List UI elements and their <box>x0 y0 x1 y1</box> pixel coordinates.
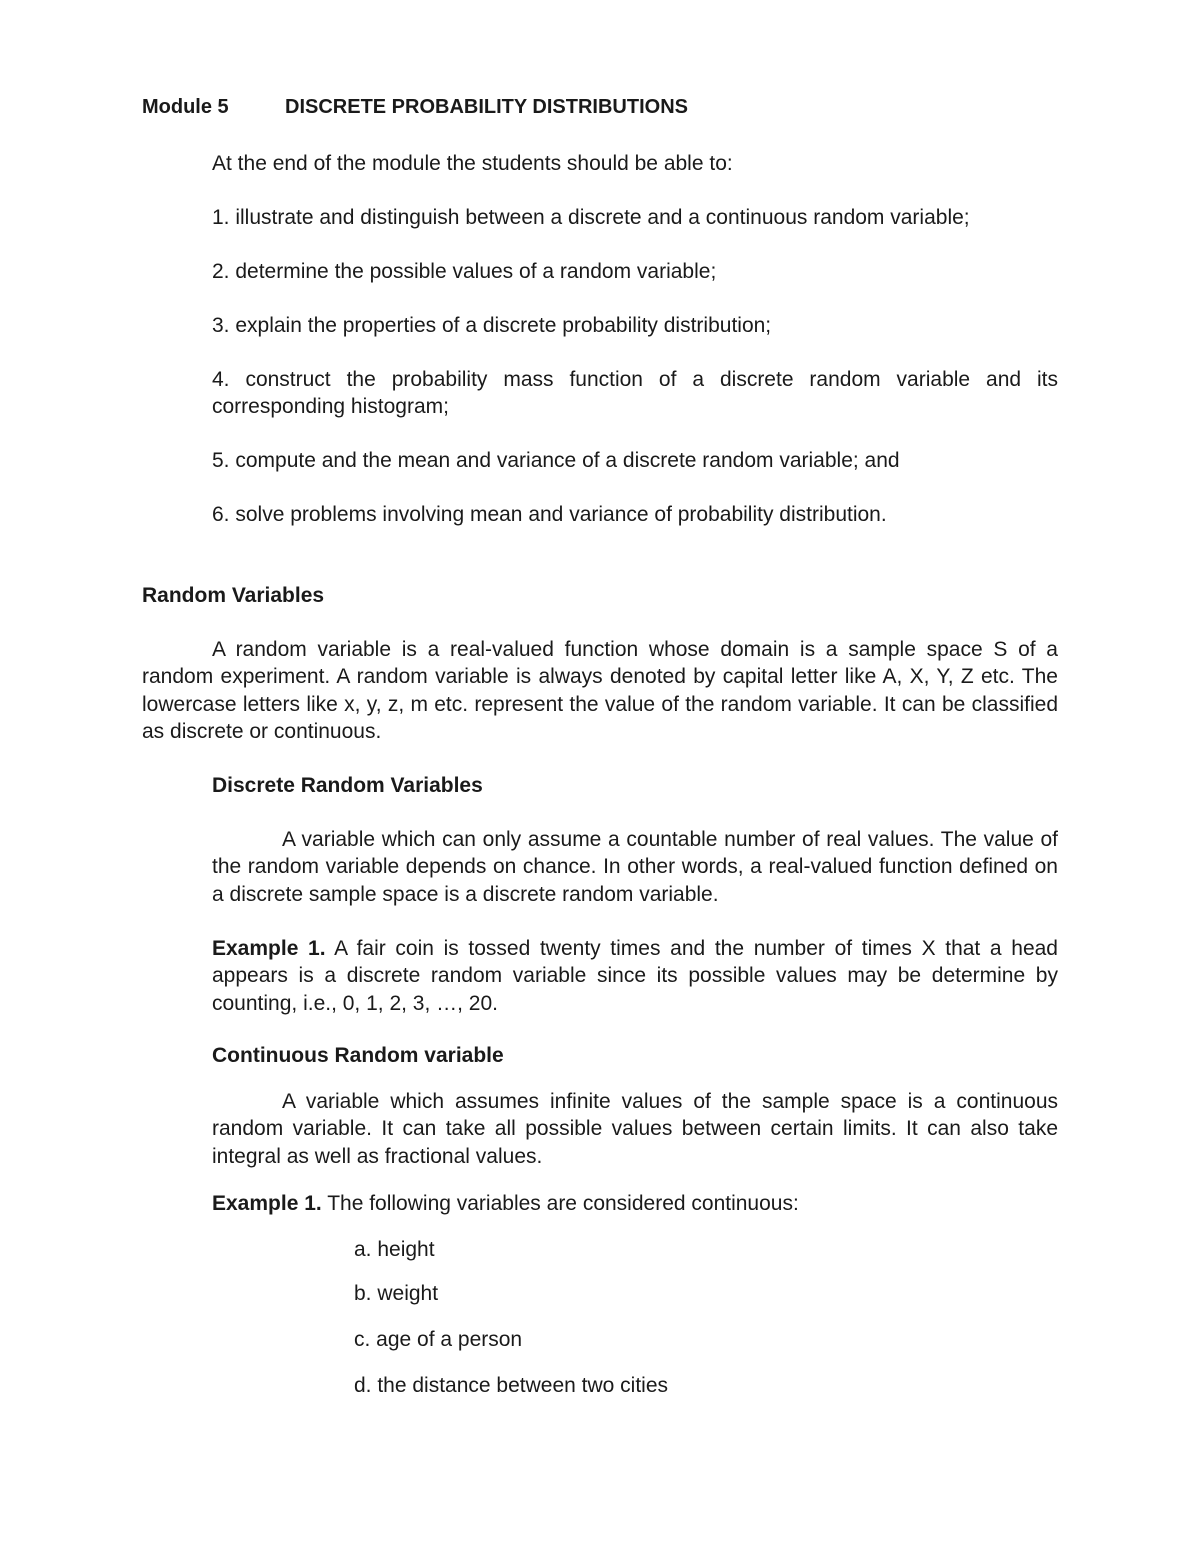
list-item: c. age of a person <box>354 1328 523 1351</box>
objective-1: 1. illustrate and distinguish between a discrete and a continuous random variable; <box>212 206 970 229</box>
continuous-example-label: Example 1. <box>212 1192 322 1215</box>
continuous-example <box>212 1190 799 1217</box>
objectives-intro: At the end of the module the students should be able to: <box>212 152 733 175</box>
list-item: a. height <box>354 1238 435 1261</box>
list-item: d. the distance between two cities <box>354 1374 669 1397</box>
section-heading-discrete: Discrete Random Variables <box>212 774 483 797</box>
random-variables-definition: A random variable is a real-valued function whose domain is a sample space S of a random experiment. A random variable is always denoted by capital letter like A, X, Y, Z etc. The lowercase letters like x, y, z, m etc. represent the value of the random variable. It can be classified as discrete or continuous. <box>142 638 1058 743</box>
list-item: b. weight <box>354 1282 439 1305</box>
objective-5: 5. compute and the mean and variance of a discrete random variable; and <box>212 449 900 472</box>
discrete-example-text: A fair coin is tossed twenty times and the number of times X that a head appears is a discrete random variable since its possible values may be determine by counting, i.e., 0, 1, 2, 3, …, 20. <box>212 937 1058 1015</box>
continuous-example-text: The following variables are considered continuous: <box>321 1192 799 1215</box>
objective-3: 3. explain the properties of a discrete probability distribution; <box>212 314 772 337</box>
continuous-definition: A variable which assumes infinite values of the sample space is a continuous random variable. It can take all possible values between certain limits. It can also take integral as well as fractional values. <box>212 1090 1058 1168</box>
discrete-definition: A variable which can only assume a countable number of real values. The value of the random variable depends on chance. In other words, a real-valued function defined on a discrete sample space is a discrete random variable. <box>212 828 1058 906</box>
objective-4: 4. construct the probability mass function of a discrete random variable and its corresponding histogram; <box>212 368 1058 419</box>
discrete-example-label: Example 1. <box>212 937 326 960</box>
discrete-example <box>212 935 1058 1017</box>
objective-6: 6. solve problems involving mean and variance of probability distribution. <box>212 503 887 526</box>
module-number: Module 5 <box>142 96 229 118</box>
section-heading-random-variables: Random Variables <box>142 584 325 607</box>
module-title: DISCRETE PROBABILITY DISTRIBUTIONS <box>285 96 688 118</box>
objective-2: 2. determine the possible values of a random variable; <box>212 260 717 283</box>
module-heading <box>142 96 688 119</box>
section-heading-continuous: Continuous Random variable <box>212 1044 504 1067</box>
